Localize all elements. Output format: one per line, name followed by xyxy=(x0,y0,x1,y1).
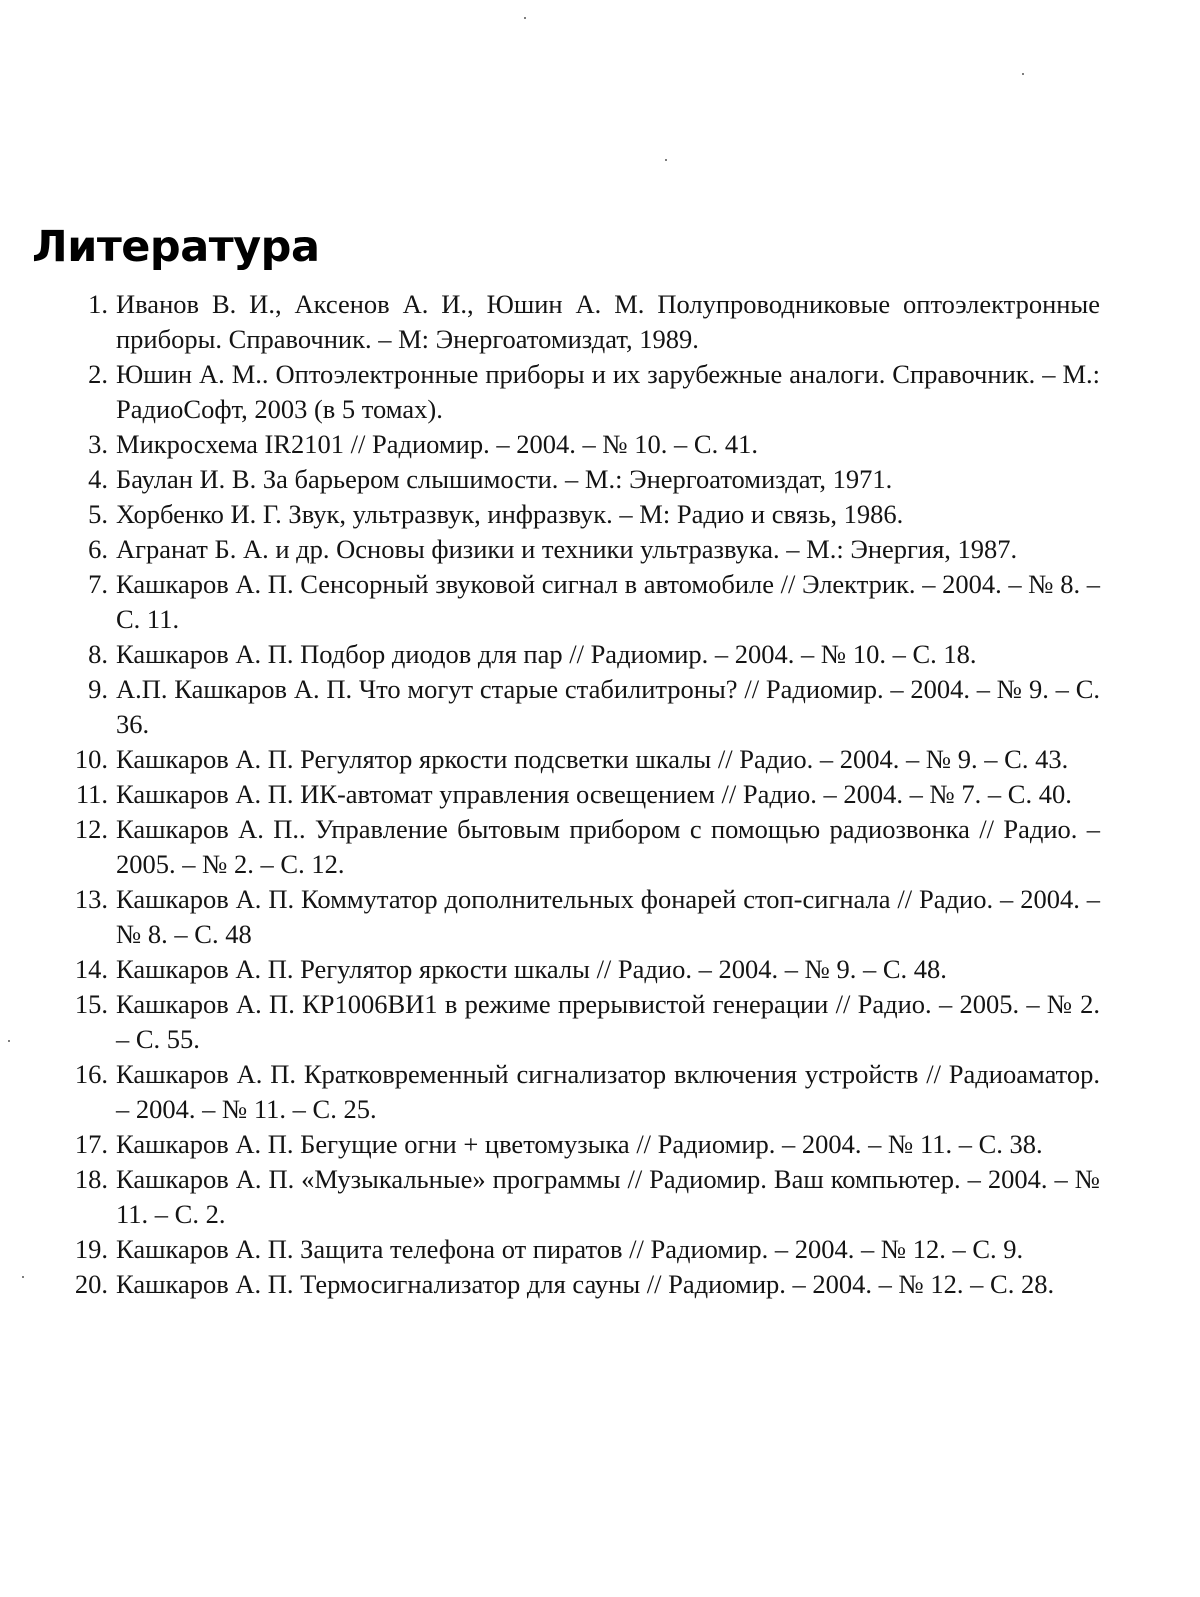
reference-number: 6. xyxy=(88,534,108,564)
reference-item xyxy=(64,532,1100,567)
reference-number: 18. xyxy=(74,1164,108,1194)
reference-number: 10. xyxy=(74,744,108,774)
reference-text: Кашкаров А. П. ИК-автомат управления освещением // Радио. – 2004. – № 7. – С. 40. xyxy=(116,779,1072,809)
reference-number: 1. xyxy=(88,289,108,319)
reference-text: Кашкаров А. П. КР1006ВИ1 в режиме прерывистой генерации // Радио. – 2005. – № 2. – С. 55. xyxy=(116,989,1100,1054)
reference-number: 15. xyxy=(74,989,108,1019)
reference-text: Агранат Б. А. и др. Основы физики и техники ультразвука. – М.: Энергия, 1987. xyxy=(116,534,1018,564)
scan-speck xyxy=(524,17,526,19)
reference-text: Кашкаров А. П. Регулятор яркости шкалы // Радио. – 2004. – № 9. – С. 48. xyxy=(116,954,947,984)
scan-speck xyxy=(8,1040,10,1042)
reference-item xyxy=(64,462,1100,497)
reference-text: Кашкаров А. П. Регулятор яркости подсветки шкалы // Радио. – 2004. – № 9. – С. 43. xyxy=(116,744,1069,774)
reference-number: 16. xyxy=(74,1059,108,1089)
reference-item xyxy=(64,497,1100,532)
reference-item xyxy=(64,742,1100,777)
reference-number: 12. xyxy=(74,814,108,844)
reference-text: Кашкаров А. П. Кратковременный сигнализатор включения устройств // Радиоаматор. – 2004. – № 11. – С. 25. xyxy=(116,1059,1100,1124)
reference-text: Кашкаров А. П.. Управление бытовым прибором с помощью радиозвонка // Радио. – 2005. – № 2. – С. 12. xyxy=(116,814,1100,879)
reference-number: 20. xyxy=(74,1269,108,1299)
reference-text: Кашкаров А. П. Сенсорный звуковой сигнал в автомобиле // Электрик. – 2004. – № 8. – С. 11. xyxy=(116,569,1100,634)
reference-number: 4. xyxy=(88,464,108,494)
reference-number: 19. xyxy=(74,1234,108,1264)
reference-number: 9. xyxy=(88,674,108,704)
reference-text: Кашкаров А. П. Защита телефона от пиратов // Радиомир. – 2004. – № 12. – С. 9. xyxy=(116,1234,1024,1264)
reference-item xyxy=(64,882,1100,952)
reference-text: Хорбенко И. Г. Звук, ультразвук, инфразвук. – М: Радио и связь, 1986. xyxy=(116,499,904,529)
reference-item xyxy=(64,812,1100,882)
reference-item xyxy=(64,1127,1100,1162)
reference-item xyxy=(64,952,1100,987)
reference-number: 7. xyxy=(88,569,108,599)
page-title: Литература xyxy=(32,222,320,272)
reference-text: Юшин А. М.. Оптоэлектронные приборы и их зарубежные аналоги. Справочник. – М.: РадиоСофт, 2003 (в 5 томах). xyxy=(116,359,1100,424)
reference-item xyxy=(64,567,1100,637)
reference-item xyxy=(64,427,1100,462)
reference-text: Микросхема IR2101 // Радиомир. – 2004. – № 10. – С. 41. xyxy=(116,429,758,459)
reference-item xyxy=(64,637,1100,672)
reference-item xyxy=(64,777,1100,812)
reference-item xyxy=(64,357,1100,427)
reference-item xyxy=(64,1162,1100,1232)
reference-number: 8. xyxy=(88,639,108,669)
reference-item xyxy=(64,1057,1100,1127)
reference-text: Кашкаров А. П. Термосигнализатор для сауны // Радиомир. – 2004. – № 12. – С. 28. xyxy=(116,1269,1055,1299)
scan-speck xyxy=(1022,73,1024,75)
reference-text: Баулан И. В. За барьером слышимости. – М.: Энергоатомиздат, 1971. xyxy=(116,464,893,494)
reference-item xyxy=(64,287,1100,357)
reference-item xyxy=(64,1267,1100,1302)
reference-text: Кашкаров А. П. «Музыкальные» программы // Радиомир. Ваш компьютер. – 2004. – № 11. – С. 2. xyxy=(116,1164,1100,1229)
reference-item xyxy=(64,987,1100,1057)
reference-number: 3. xyxy=(88,429,108,459)
reference-number: 11. xyxy=(75,779,108,809)
reference-list xyxy=(64,287,1100,1302)
scan-speck xyxy=(22,1276,24,1278)
reference-text: Кашкаров А. П. Бегущие огни + цветомузыка // Радиомир. – 2004. – № 11. – С. 38. xyxy=(116,1129,1043,1159)
reference-item xyxy=(64,1232,1100,1267)
reference-number: 2. xyxy=(88,359,108,389)
reference-number: 14. xyxy=(74,954,108,984)
reference-number: 5. xyxy=(88,499,108,529)
reference-text: Кашкаров А. П. Коммутатор дополнительных фонарей стоп-сигнала // Радио. – 2004. – № 8. – С. 48 xyxy=(116,884,1100,949)
reference-number: 17. xyxy=(74,1129,108,1159)
reference-text: А.П. Кашкаров А. П. Что могут старые стабилитроны? // Радиомир. – 2004. – № 9. – С. 36. xyxy=(116,674,1100,739)
scan-speck xyxy=(665,159,667,161)
reference-text: Кашкаров А. П. Подбор диодов для пар // Радиомир. – 2004. – № 10. – С. 18. xyxy=(116,639,977,669)
reference-text: Иванов В. И., Аксенов А. И., Юшин А. М. Полупроводниковые оптоэлектронные приборы. Справочник. – М: Энергоатомиздат, 1989. xyxy=(116,289,1100,354)
reference-item xyxy=(64,672,1100,742)
reference-number: 13. xyxy=(74,884,108,914)
